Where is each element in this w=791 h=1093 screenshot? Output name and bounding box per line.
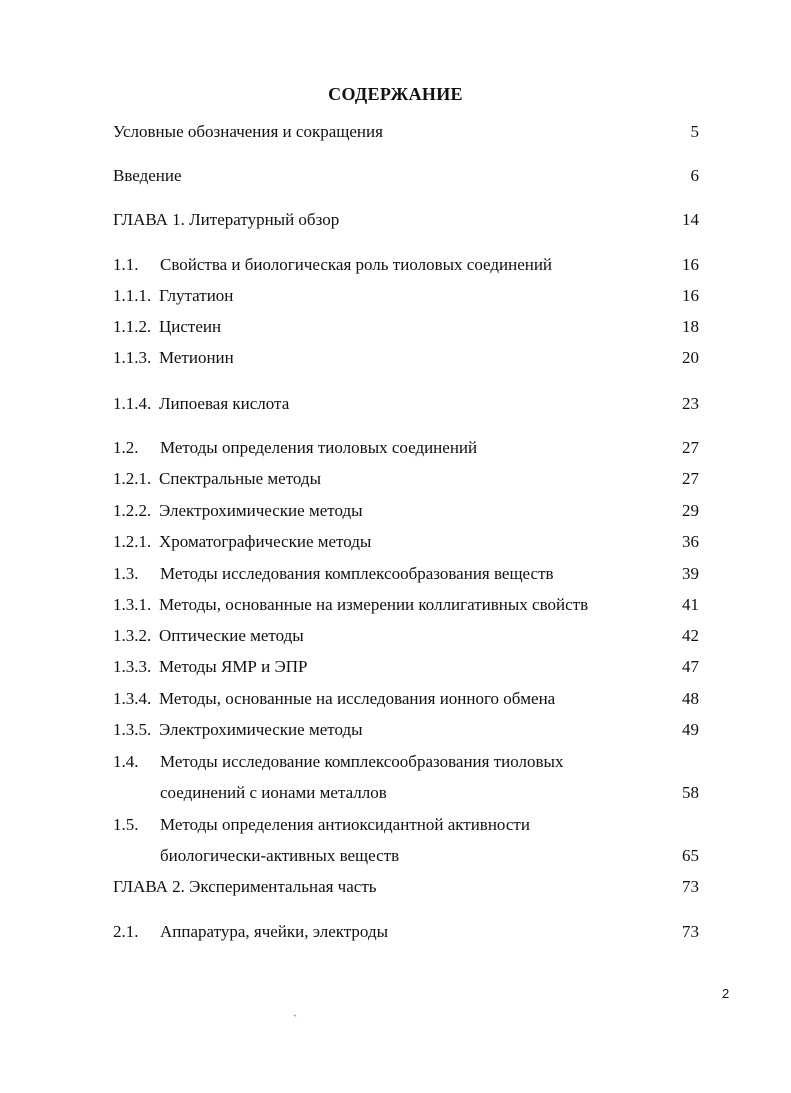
toc-row <box>113 687 699 711</box>
toc-number: 1.3.5. <box>113 720 152 739</box>
toc-text: Электрохимические методы <box>159 720 363 739</box>
toc-row <box>113 284 699 308</box>
toc-text: соединений с ионами металлов <box>160 783 387 802</box>
toc-page: 6 <box>690 166 699 185</box>
toc-row <box>113 624 699 648</box>
toc-row <box>113 164 699 188</box>
toc-text: Методы, основанные на измерении коллигативных свойств <box>159 595 589 614</box>
toc-title: СОДЕРЖАНИЕ <box>328 84 463 104</box>
page-number: 2 <box>722 986 730 1001</box>
toc-row <box>113 920 699 944</box>
toc-text: Условные обозначения и сокращения <box>113 122 383 141</box>
toc-row <box>113 346 699 370</box>
toc-page: 14 <box>682 210 699 229</box>
toc-text: Аппаратура, ячейки, электроды <box>160 922 389 941</box>
toc-text: Методы ЯМР и ЭПР <box>159 657 308 676</box>
toc-page: 20 <box>682 348 699 367</box>
toc-page: 18 <box>682 317 699 336</box>
toc-number: 1.2.1. <box>113 469 152 488</box>
toc-page: 41 <box>682 595 699 614</box>
toc-text: Цистеин <box>159 317 222 336</box>
toc-row <box>113 844 699 868</box>
toc-page: 48 <box>682 689 699 708</box>
toc-number: 1.1.1. <box>113 286 152 305</box>
toc-text: Спектральные методы <box>159 469 321 488</box>
toc-row <box>113 593 699 617</box>
toc-text: Методы исследование комплексообразования тиоловых <box>160 752 564 771</box>
toc-row <box>113 718 699 742</box>
toc-page: 16 <box>682 286 699 305</box>
toc-page: 36 <box>682 532 699 551</box>
toc-number: 1.3.1. <box>113 595 152 614</box>
toc-text: Свойства и биологическая роль тиоловых соединений <box>160 255 553 274</box>
toc-number: 1.4. <box>113 752 139 771</box>
toc-row <box>113 253 699 277</box>
toc-row <box>113 208 699 232</box>
toc-number: 1.1.2. <box>113 317 152 336</box>
toc-page: 5 <box>690 122 699 141</box>
toc-page: 16 <box>682 255 699 274</box>
toc-text: Глутатион <box>159 286 234 305</box>
toc-row <box>113 467 699 491</box>
toc-row <box>113 655 699 679</box>
toc-number: 1.1. <box>113 255 139 274</box>
toc-row <box>113 436 699 460</box>
toc-row <box>113 499 699 523</box>
toc-number: 1.1.3. <box>113 348 152 367</box>
toc-page: 42 <box>682 626 699 645</box>
toc-number: 1.3. <box>113 564 139 583</box>
toc-text: Метионин <box>159 348 234 367</box>
toc-number: 1.1.4. <box>113 394 152 413</box>
toc-page: 73 <box>682 922 699 941</box>
toc-number: 1.2. <box>113 438 139 457</box>
toc-row <box>113 813 699 837</box>
toc-row <box>113 781 699 805</box>
toc-row <box>113 120 699 144</box>
toc-row <box>113 750 699 774</box>
toc-page: 23 <box>682 394 699 413</box>
toc-number: 1.3.2. <box>113 626 152 645</box>
toc-number: 1.5. <box>113 815 139 834</box>
toc-number: 1.2.1. <box>113 532 152 551</box>
toc-text: биологически-активных веществ <box>160 846 400 865</box>
toc-page: 49 <box>682 720 699 739</box>
toc-row <box>113 562 699 586</box>
toc-text: Электрохимические методы <box>159 501 363 520</box>
toc-page: 29 <box>682 501 699 520</box>
toc-text: Методы, основанные на исследования ионного обмена <box>159 689 556 708</box>
toc-text: ГЛАВА 1. Литературный обзор <box>113 210 340 229</box>
toc-row <box>113 315 699 339</box>
toc-page: 39 <box>682 564 699 583</box>
toc-page: 27 <box>682 469 699 488</box>
toc-page: 73 <box>682 877 699 896</box>
toc-text: Липоевая кислота <box>159 394 290 413</box>
toc-text: Введение <box>113 166 182 185</box>
toc-text: Методы исследования комплексообразования веществ <box>160 564 554 583</box>
toc-text: Методы определения антиоксидантной активности <box>160 815 530 834</box>
toc-page: 27 <box>682 438 699 457</box>
toc-row <box>113 392 699 416</box>
toc-text: ГЛАВА 2. Экспериментальная часть <box>113 877 377 896</box>
toc-row <box>113 530 699 554</box>
toc-page: 47 <box>682 657 699 676</box>
toc-text: Хроматографические методы <box>159 532 372 551</box>
stray-mark: ` <box>293 1012 297 1026</box>
toc-number: 1.3.4. <box>113 689 152 708</box>
toc-row <box>113 875 699 899</box>
toc-number: 1.2.2. <box>113 501 152 520</box>
toc-number: 1.3.3. <box>113 657 152 676</box>
toc-page: 65 <box>682 846 699 865</box>
toc-text: Оптические методы <box>159 626 304 645</box>
toc-number: 2.1. <box>113 922 139 941</box>
toc-text: Методы определения тиоловых соединений <box>160 438 478 457</box>
toc-page: 58 <box>682 783 699 802</box>
